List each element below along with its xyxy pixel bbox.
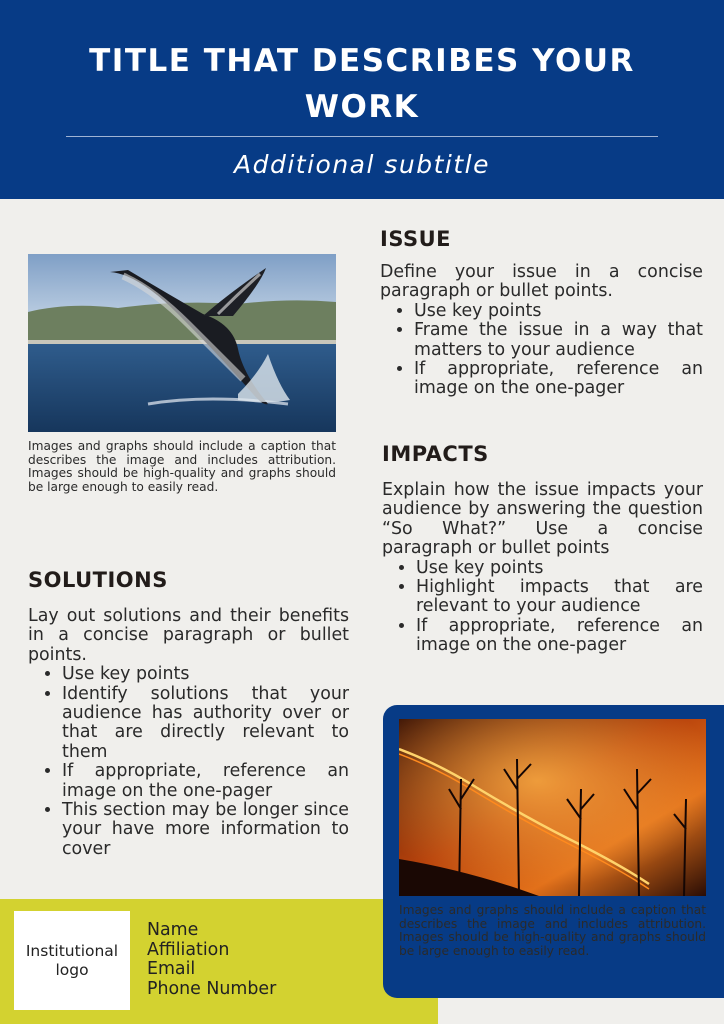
page-subtitle: Additional subtitle: [233, 150, 490, 179]
contact-phone: Phone Number: [147, 978, 277, 999]
list-item: • Use key points: [416, 559, 703, 578]
contact-email: Email: [147, 959, 196, 980]
solutions-heading: SOLUTIONS: [28, 568, 168, 592]
list-item: • Highlight impacts that are relevant to your audience: [416, 578, 703, 617]
issue-list: [380, 302, 703, 399]
wildfire-photo: [399, 719, 706, 896]
solutions-list: [28, 665, 349, 859]
wildfire-photo-icon: [399, 719, 706, 896]
whale-caption: Images and graphs should include a caption that describes the image and includes attribution. Images should be high-quality and graphs should be large enough to easily read.: [28, 439, 336, 494]
header-banner: [0, 0, 724, 199]
solutions-intro: Lay out solutions and their benefits in a concise paragraph or bullet points.: [28, 606, 349, 665]
wildfire-caption: Images and graphs should include a caption that describes the image and includes attribution. Images should be high-quality and graphs should be large enough to easily read.: [399, 903, 706, 958]
whale-photo: [28, 254, 336, 432]
page-title: TITLE THAT DESCRIBES YOUR WORK: [89, 43, 635, 125]
logo-placeholder-text: Institutional logo: [25, 941, 119, 979]
list-item: • Identify solutions that your audience has authority over or that are directly relevant to them: [62, 685, 349, 763]
list-item: • Use key points: [414, 302, 703, 321]
impacts-list: [382, 559, 703, 656]
solutions-body: [28, 607, 349, 859]
humpback-whale-breaching-photo-icon: [28, 254, 336, 432]
list-item: • Frame the issue in a way that matters to your audience: [414, 321, 703, 360]
impacts-heading: IMPACTS: [382, 442, 489, 466]
impacts-body: [382, 481, 703, 656]
impacts-intro: Explain how the issue impacts your audience by answering the question “So What?” Use a concise paragraph or bullet points: [382, 480, 703, 559]
contact-name: Name: [147, 920, 199, 940]
list-item: • If appropriate, reference an image on the one-pager: [414, 360, 703, 399]
list-item: • Use key points: [62, 665, 349, 684]
issue-heading: ISSUE: [380, 227, 452, 251]
header-divider: [66, 136, 658, 137]
issue-intro: Define your issue in a concise paragraph or bullet points.: [380, 262, 703, 302]
list-item: • If appropriate, reference an image on the one-pager: [416, 617, 703, 656]
list-item: • If appropriate, reference an image on the one-pager: [62, 762, 349, 801]
contact-affiliation: Affiliation: [147, 939, 230, 960]
list-item: • This section may be longer since your have more information to cover: [62, 801, 349, 859]
institutional-logo: [14, 911, 130, 1010]
contact-info: [147, 921, 276, 999]
issue-body: [380, 263, 703, 399]
